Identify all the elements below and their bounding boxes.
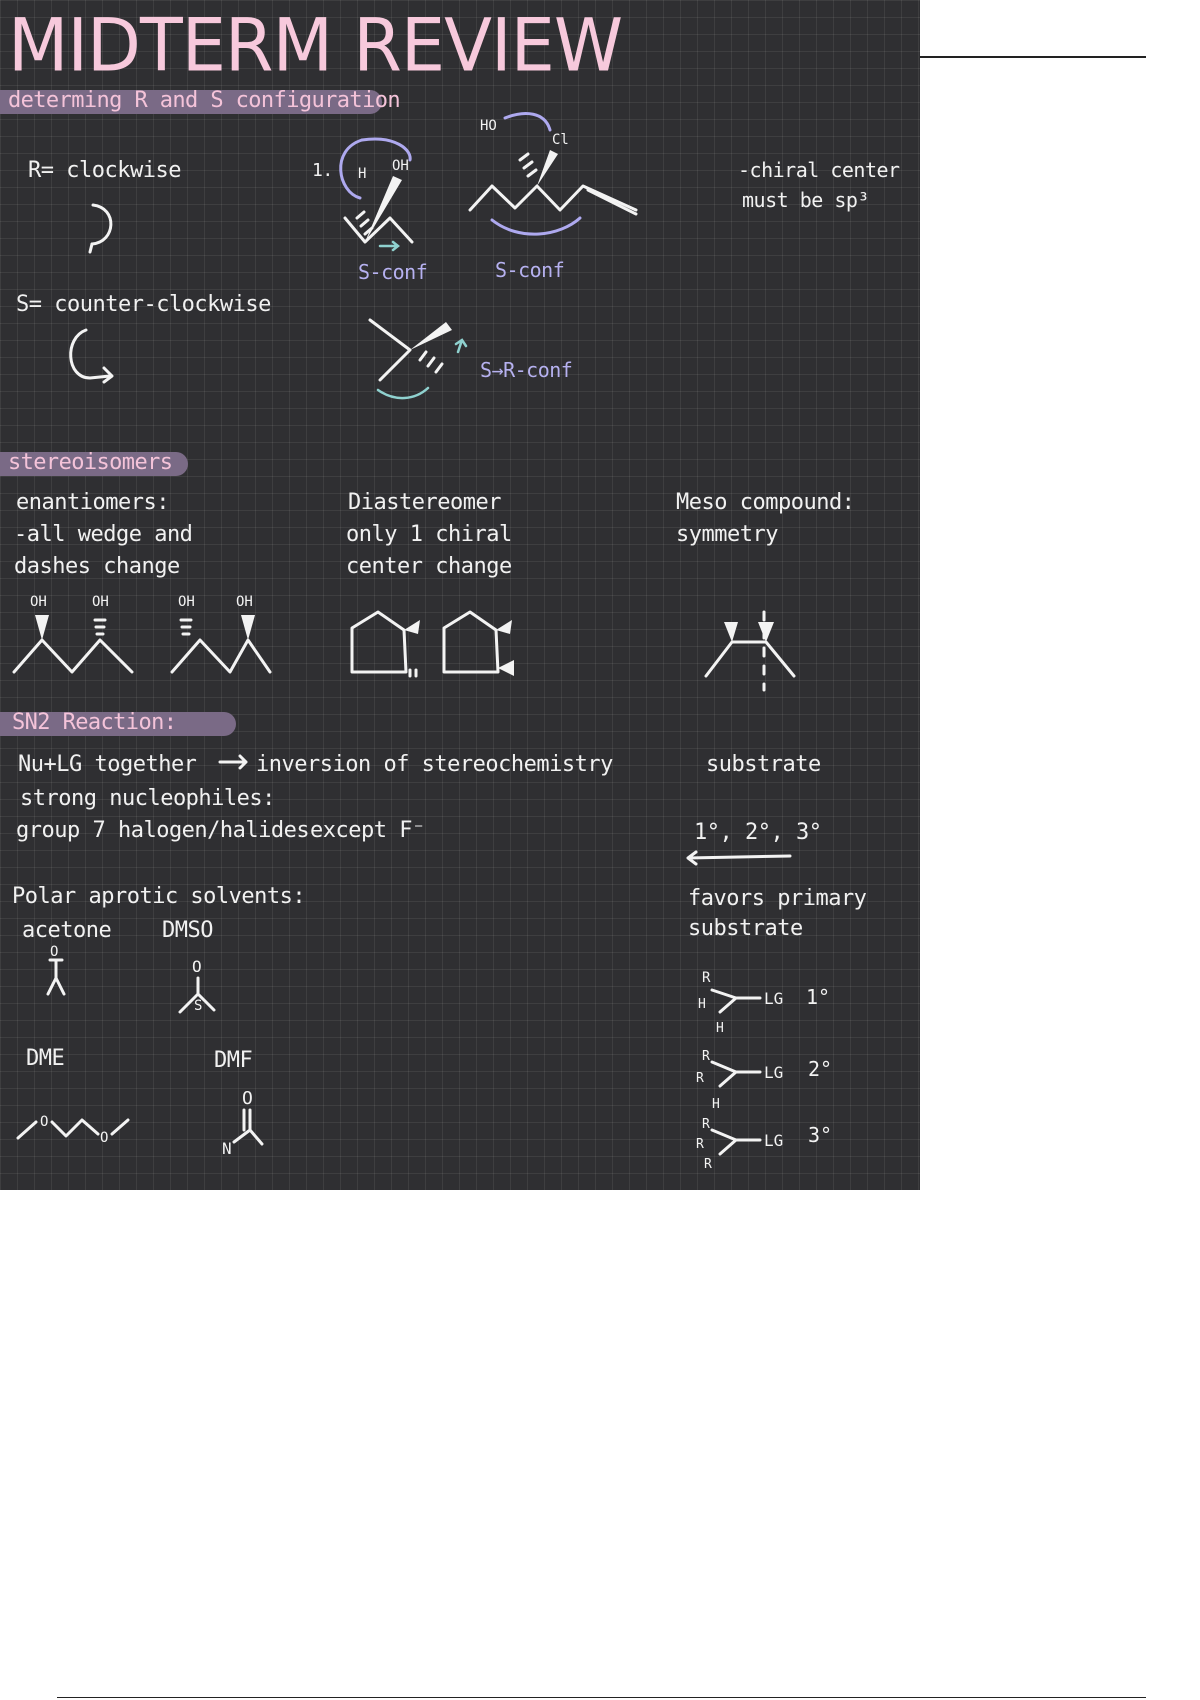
section-heading-stereo: stereoisomers: [8, 450, 173, 475]
conf-label-3: S→R-conf: [480, 358, 573, 382]
substrate-secondary: [696, 1049, 832, 1112]
acetone-structure: [48, 944, 64, 994]
solvent-dmso: DMSO: [162, 918, 213, 943]
dmso-structure: [180, 957, 214, 1014]
atom-oh: OH: [392, 158, 409, 174]
enantiomer-pair-2: [172, 594, 270, 672]
substrate-order: 1°, 2°, 3°: [694, 820, 822, 845]
enantiomers-line3: dashes change: [14, 554, 180, 579]
solvent-dme: DME: [26, 1046, 65, 1071]
molecule-2: [470, 114, 636, 235]
svg-text:R: R: [702, 970, 711, 986]
svg-text:R: R: [702, 1117, 710, 1132]
page-title: MIDTERM REVIEW: [8, 2, 623, 89]
clockwise-arrow-icon: [90, 205, 111, 252]
sn2-line1-a: Nu+LG together: [18, 752, 197, 777]
dmso-s: S: [194, 998, 203, 1014]
substrate-primary: [698, 970, 830, 1036]
molecule-3: [370, 320, 466, 398]
page-rule-bottom: [57, 1697, 1146, 1698]
dme-o2: O: [100, 1130, 109, 1146]
sn2-line3-b: except F⁻: [310, 818, 425, 843]
oh-label-4: OH: [236, 594, 253, 610]
s-rule: S= counter-clockwise: [16, 292, 271, 317]
solvent-dmf: DMF: [214, 1048, 253, 1073]
oh-label-1: OH: [30, 594, 47, 610]
counterclockwise-arrow-icon: [71, 330, 112, 382]
meso-line2: symmetry: [676, 522, 778, 547]
svg-text:R: R: [696, 1071, 704, 1086]
conf-label-1: S-conf: [358, 260, 428, 284]
dmf-o: O: [242, 1088, 253, 1109]
diastereomer-rings: [352, 612, 514, 676]
substrate-tertiary: [696, 1117, 832, 1172]
oh-label-3: OH: [178, 594, 195, 610]
substrate-heading: substrate: [706, 752, 821, 777]
meso-line1: Meso compound:: [676, 490, 855, 515]
section-heading-rs: determing R and S configuration: [8, 88, 400, 113]
atom-ho: HO: [480, 118, 497, 134]
chiral-note-line1: -chiral center: [738, 158, 900, 182]
atom-h: H: [358, 166, 367, 182]
right-arrow-icon: [220, 756, 246, 768]
favors-line1: favors primary: [688, 886, 867, 911]
svg-text:3°: 3°: [808, 1123, 833, 1147]
svg-text:R: R: [704, 1157, 712, 1172]
solvent-acetone: acetone: [22, 918, 112, 943]
svg-text:H: H: [716, 1021, 724, 1036]
diastereomer-line1: Diastereomer: [348, 490, 501, 515]
left-arrow-icon: [688, 852, 790, 864]
meso-compound: [706, 612, 794, 690]
svg-text:R: R: [702, 1049, 710, 1064]
svg-text:H: H: [712, 1097, 720, 1112]
svg-text:2°: 2°: [808, 1057, 833, 1081]
svg-text:R: R: [696, 1137, 704, 1152]
atom-cl: Cl: [552, 132, 569, 148]
svg-text:LG: LG: [764, 989, 784, 1008]
acetone-o: O: [50, 944, 59, 960]
oh-label-2: OH: [92, 594, 109, 610]
molecule-1: [341, 139, 412, 250]
r-rule: R= clockwise: [28, 158, 181, 183]
svg-text:LG: LG: [764, 1063, 784, 1082]
page-rule-top: [920, 56, 1146, 58]
solvents-heading: Polar aprotic solvents:: [12, 884, 306, 909]
dmf-structure: [222, 1088, 262, 1158]
sn2-line2: strong nucleophiles:: [20, 786, 275, 811]
conf-label-2: S-conf: [495, 258, 565, 282]
dmso-o: O: [192, 957, 202, 976]
section-heading-sn2: SN2 Reaction:: [12, 710, 177, 735]
chiral-note-line2: must be sp³: [742, 188, 869, 212]
enantiomers-line2: -all wedge and: [14, 522, 193, 547]
sn2-line1-b: inversion of stereochemistry: [256, 752, 613, 777]
dmf-n: N: [222, 1139, 232, 1158]
svg-text:LG: LG: [764, 1131, 784, 1150]
diastereomer-line2: only 1 chiral: [346, 522, 512, 547]
favors-line2: substrate: [688, 916, 803, 941]
sn2-line3-a: group 7 halogen/halides: [16, 818, 310, 843]
dme-structure: [18, 1114, 128, 1146]
diastereomer-line3: center change: [346, 554, 512, 579]
svg-text:H: H: [698, 997, 706, 1012]
enantiomer-pair-1: [14, 594, 132, 672]
svg-text:1°: 1°: [806, 985, 831, 1009]
example-number: 1.: [312, 160, 333, 181]
enantiomers-line1: enantiomers:: [16, 490, 169, 515]
dme-o1: O: [40, 1114, 49, 1130]
